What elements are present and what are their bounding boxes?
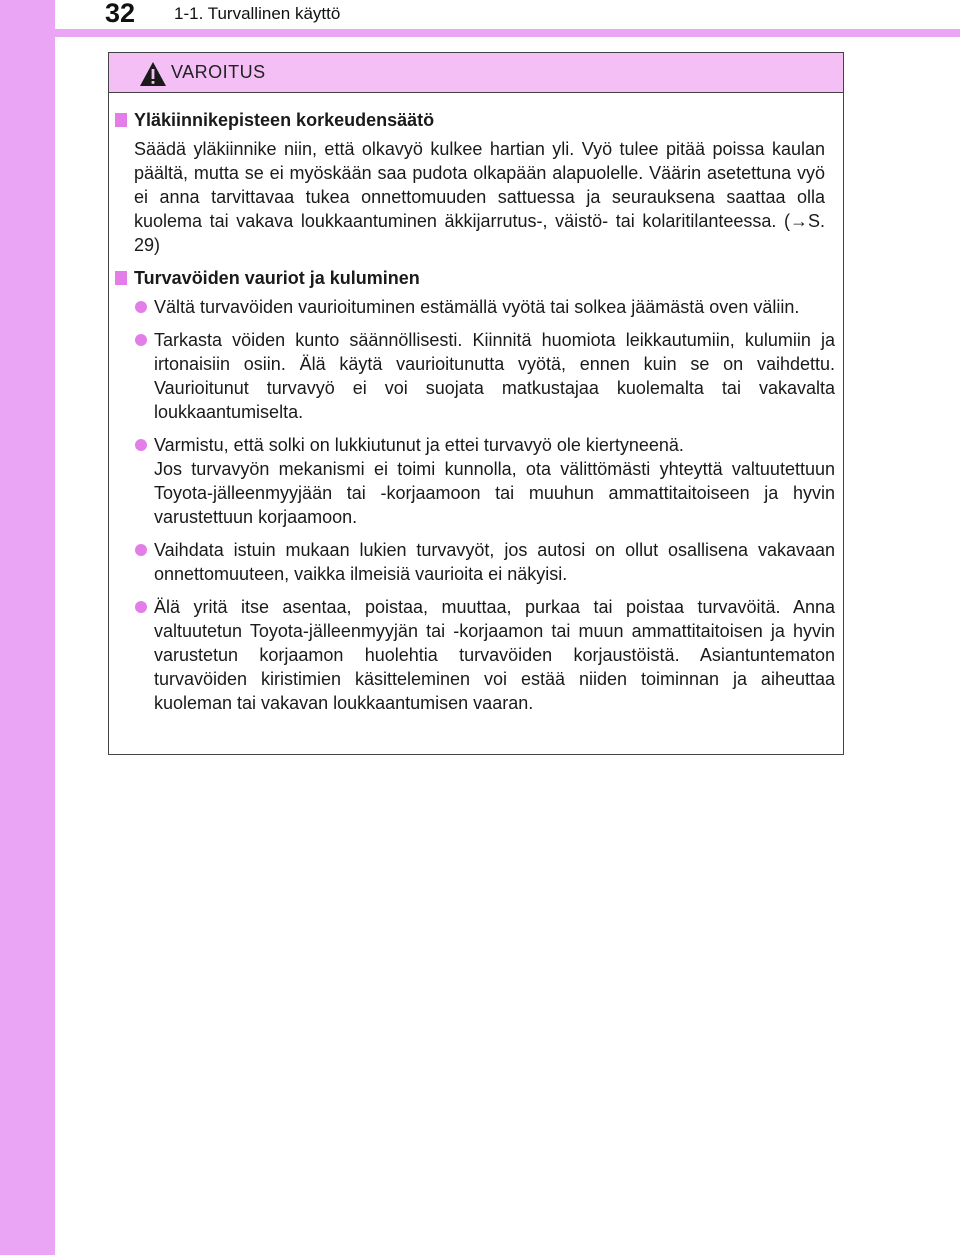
- bullet-text: Vältä turvavöiden vaurioituminen estämällä vyötä tai solkea jäämästä oven väliin.: [154, 297, 800, 317]
- section-heading: [109, 108, 843, 132]
- section-title: 1-1. Turvallinen käyttö: [174, 4, 341, 23]
- section-heading: [109, 266, 843, 290]
- square-bullet-icon: [115, 113, 127, 127]
- bullet-item: [109, 538, 843, 586]
- warning-header: [109, 53, 843, 93]
- bullet-text: Vaihdata istuin mukaan lukien turvavyöt, jos autosi on ollut osallisena vakavaan onnettomuuteen, vaikka ilmeisiä vaurioita ei näkyisi.: [154, 540, 835, 584]
- square-bullet-icon: [115, 271, 127, 285]
- bullet-item: [109, 328, 843, 424]
- side-color-band: [0, 0, 55, 1255]
- round-bullet-icon: [135, 544, 147, 556]
- bullet-item: [109, 595, 843, 715]
- warning-triangle-icon: [139, 61, 167, 87]
- bullet-continuation: Jos turvavyön mekanismi ei toimi kunnolla, ota välittömästi yhteyttä valtuutettuun Toyota-jälleenmyyjään tai -korjaamoon tai muuhun ammattitaitoiseen ja hyvin varustettuun korjaamoon.: [154, 459, 835, 527]
- heading-text: Yläkiinnikepisteen korkeudensäätö: [134, 110, 435, 130]
- paragraph: Säädä yläkiinnike niin, että olkavyö kulkee hartian yli. Vyö tulee pitää poissa kaulan päältä, mutta se ei myöskään saa pudota olkapään alapuolelle. Väärin asetettuna vyö ei anna tarvittavaa tukea onnettomuuden sattuessa ja seurauksena saattaa olla kuolema tai vakava loukkaantuminen äkkijarrutus-, väistö- tai kolaritilanteessa. (→S. 29): [134, 139, 825, 255]
- warning-content: [109, 108, 843, 724]
- bullet-text: Varmistu, että solki on lukkiutunut ja ettei turvavyö ole kiertyneenä.: [154, 435, 684, 455]
- heading-text: Turvavöiden vauriot ja kuluminen: [134, 268, 420, 288]
- bullet-text: Tarkasta vöiden kunto säännöllisesti. Kiinnitä huomiota leikkautumiin, kulumiin ja irtonaisiin osiin. Älä käytä vaurioitunutta vyötä, ennen kuin se on vaihdettu. Vaurioitunut turvavyö ei voi suojata matkustajaa kuolemalta tai vakavalta loukkaantumiselta.: [154, 330, 835, 422]
- bullet-text: Älä yritä itse asentaa, poistaa, muuttaa, purkaa tai poistaa turvavöitä. Anna valtuutetun Toyota-jälleenmyyjän tai -korjaamon tai muun ammattitaitoisen ja hyvin varustetun korjaamon huolehtia turvavöiden korjaustöistä. Asiantuntematon turvavöiden kiristimien käsitteleminen voi estää niiden toiminnan ja aiheuttaa kuoleman tai vakavan loukkaantumisen vaaran.: [154, 597, 835, 713]
- bullet-item: [109, 433, 843, 529]
- round-bullet-icon: [135, 439, 147, 451]
- round-bullet-icon: [135, 334, 147, 346]
- warning-box: [108, 52, 844, 755]
- round-bullet-icon: [135, 601, 147, 613]
- warning-label: VAROITUS: [171, 62, 266, 82]
- bullet-item: [109, 295, 843, 319]
- page-number: 32: [105, 0, 136, 28]
- round-bullet-icon: [135, 301, 147, 313]
- top-color-band: [0, 29, 960, 37]
